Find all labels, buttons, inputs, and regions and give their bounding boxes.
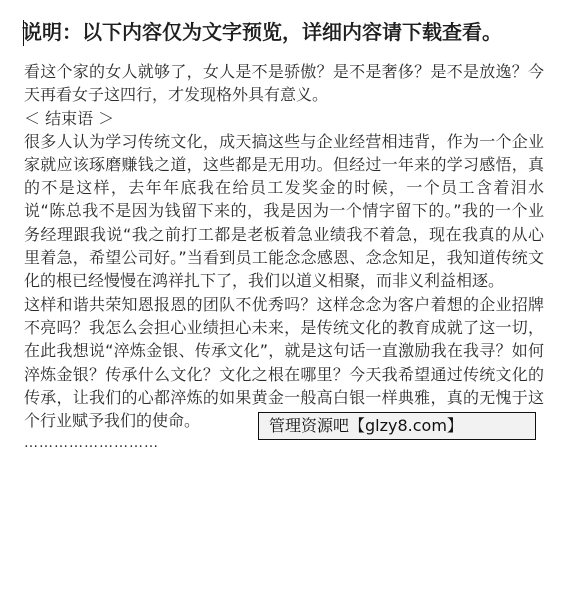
ellipsis-dots: ……………………… bbox=[24, 435, 159, 452]
paragraph-intro: 看这个家的女人就够了，女人是不是骄傲？是不是奢侈？是不是放逸？今天再看女子这四行，才发现格外具有意义。 bbox=[24, 62, 544, 105]
preview-notice: 说明：以下内容仅为文字预览，详细内容请下载查看。 bbox=[22, 20, 502, 44]
document-body bbox=[24, 60, 544, 454]
paragraph-main: 很多人认为学习传统文化，成天搞这些与企业经营相违背，作为一个企业家就应该琢磨赚钱之道，这些都是无用功。但经过一年来的学习感悟，真的不是这样，去年年底我在给员工发奖金的时候，一个员工含着泪水说“陈总我不是因为钱留下来的，我是因为一个情字留下的。”我的一个业务经理跟我说“我之前打工都是老板着急业绩我不着急，现在我真的从心里着急，希望公司好。”当看到员工能念念感恩、念念知足，我知道传统文化的根已经慢慢在鸿祥扎下了，我们以道义相聚，而非义利益相逐。 bbox=[24, 131, 544, 291]
watermark-label: 管理资源吧【glzy8.com】 bbox=[258, 412, 536, 440]
section-heading: ＜ 结束语 ＞ bbox=[24, 108, 115, 128]
paragraph-conclusion: 这样和谐共荣知恩报恩的团队不优秀吗？这样念念为客户着想的企业招牌不亮吗？我怎么会担心业绩担心未来，是传统文化的教育成就了这一切，在此我想说“淬炼金银、传承文化”，就是这句话一直激励我在我寻？如何淬炼金银？传承什么文化？文化之根在哪里？今天我希望通过传统文化的传承，让我们的心都淬炼的如果黄金一般高白银一样典雅，真的无愧于这个行业赋予我们的使命。 bbox=[24, 294, 544, 431]
